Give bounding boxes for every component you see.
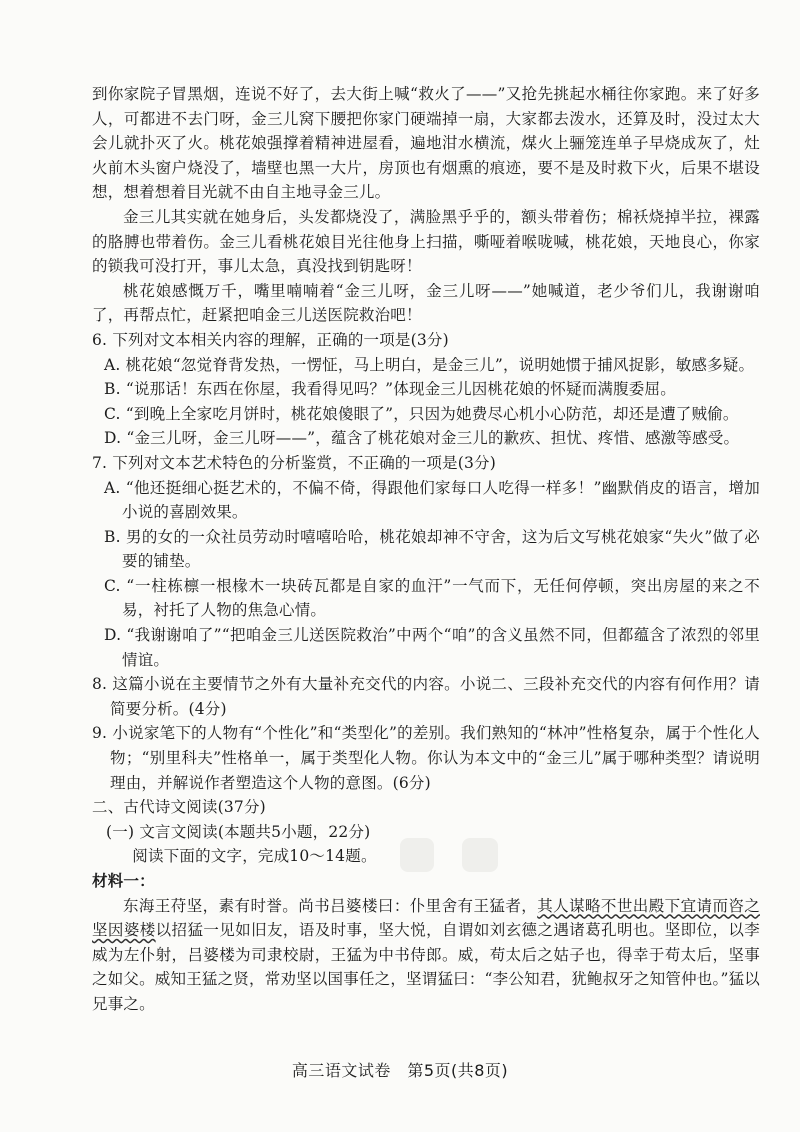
reading-instruction: 阅读下面的文字，完成10～14题。: [132, 847, 377, 866]
question-6-option-b: B. “说那话！东西在你屋，我看得见吗？”体现金三儿因桃花娘的怀疑而满腹委屈。: [104, 380, 676, 399]
story-paragraph-3: 桃花娘感慨万千，嘴里喃喃着“金三儿呀，金三儿呀——”她喊道，老少爷们儿，我谢谢咱了，再帮点忙，赶紧把咱金三儿送医院救治吧！: [92, 281, 760, 325]
question-7-option-d: D. “我谢谢咱了”“把咱金三儿送医院救治”中两个“咱”的含义虽然不同，但都蕴含了浓烈的邻里情谊。: [104, 626, 760, 669]
classical-text-part-2: 以招猛一见如旧友，语及时事，坚大悦，自谓如刘玄德之遇诸葛孔明也。坚即位，以李威为左仆射，吕婆楼为司隶校尉，王猛为中书侍郎。威，苟太后之姑子也，得幸于苟太后，坚事之如父。威知王猛之贤，常劝坚以国事任之，坚谓猛曰：“李公知君，犹鲍叔牙之知管仲也。”猛以兄事之。: [92, 921, 760, 1013]
material-1-label: 材料一：: [92, 871, 155, 890]
question-8: 8. 这篇小说在主要情节之外有大量补充交代的内容。小说二、三段补充交代的内容有何作用？请简要分析。(4分): [92, 675, 760, 718]
subsection-1-heading: (一) 文言文阅读(本题共5小题，22分): [106, 822, 371, 841]
question-6-option-c: C. “到晚上全家吃月饼时，桃花娘傻眼了”，只因为她费尽心机小心防范，却还是遭了贼偷。: [104, 404, 739, 423]
question-6-option-a: A. 桃花娘“忽觉脊背发热，一愣怔，马上明白，是金三儿”，说明她惯于捕风捉影，敏感多疑。: [104, 355, 755, 374]
question-9: 9. 小说家笔下的人物有“个性化”和“类型化”的差别。我们熟知的“林冲”性格复杂，属于个性化人物；“别里科夫”性格单一，属于类型化人物。你认为本文中的“金三儿”属于哪种类型？请说明理由，并解说作者塑造这个人物的意图。(6分): [92, 724, 760, 792]
scan-shadow-1: [400, 838, 434, 872]
punctuation-task-text: 其人谋略不世出殿下宜请而咨之坚因婆楼: [92, 896, 760, 940]
story-paragraph-1: 到你家院子冒黑烟，连说不好了，去大街上喊“救火了——”又抢先挑起水桶往你家跑。来了好多人，可都进不去门呀，金三儿窝下腰把你家门硬端掉一扇，大家都去泼水，还算及时，没过太大会儿就扑灭了火。桃花娘强撑着精神进屋看，遍地泔水横流，煤火上骊笼连单子早烧成灰了，灶火前木头窗户烧没了，墙壁也黑一大片，房顶也有烟熏的痕迹，要不是及时救下火，后果不堪设想，想着想着目光就不由自主地寻金三儿。: [92, 85, 760, 202]
scan-shadow-2: [462, 838, 498, 872]
classical-passage: [92, 894, 760, 1017]
question-6-stem: 6. 下列对文本相关内容的理解，正确的一项是(3分): [92, 330, 449, 349]
question-7-option-c: C. “一柱栋檩一根椽木一块砖瓦都是自家的血汗”一气而下，无任何停顿，突出房屋的来之不易，衬托了人物的焦急心情。: [104, 576, 760, 620]
story-paragraph-2: 金三儿其实就在她身后，头发都烧没了，满脸黑乎乎的，额头带着伤；棉袄烧掉半拉，裸露的胳膊也带着伤。金三儿看桃花娘目光往他身上扫描，嘶哑着喉咙喊，桃花娘，天地良心，你家的锁我可没打开，事儿太急，真没找到钥匙呀！: [92, 207, 760, 276]
question-7-option-b: B. 男的女的一众社员劳动时嘻嘻哈哈，桃花娘却神不守舍，这为后文写桃花娘家“失火”做了必要的铺垫。: [104, 527, 760, 571]
question-6-option-d: D. “金三儿呀，金三儿呀——”，蕴含了桃花娘对金三儿的歉疚、担忧、疼惜、感激等感受。: [104, 429, 740, 448]
section-2-heading: 二、古代诗文阅读(37分): [92, 798, 266, 817]
question-7-stem: 7. 下列对文本艺术特色的分析鉴赏，不正确的一项是(3分): [92, 453, 496, 472]
classical-text-part-1: 东海王苻坚，素有时誉。尚书吕婆楼曰：仆里舍有王猛者，: [123, 896, 538, 915]
page-footer: 高三语文试卷 第5页(共8页): [291, 1061, 509, 1080]
question-7-option-a: A. “他还挺细心挺艺术的，不偏不倚，得跟他们家每口人吃得一样多！”幽默俏皮的语言，增加小说的喜剧效果。: [104, 478, 760, 522]
